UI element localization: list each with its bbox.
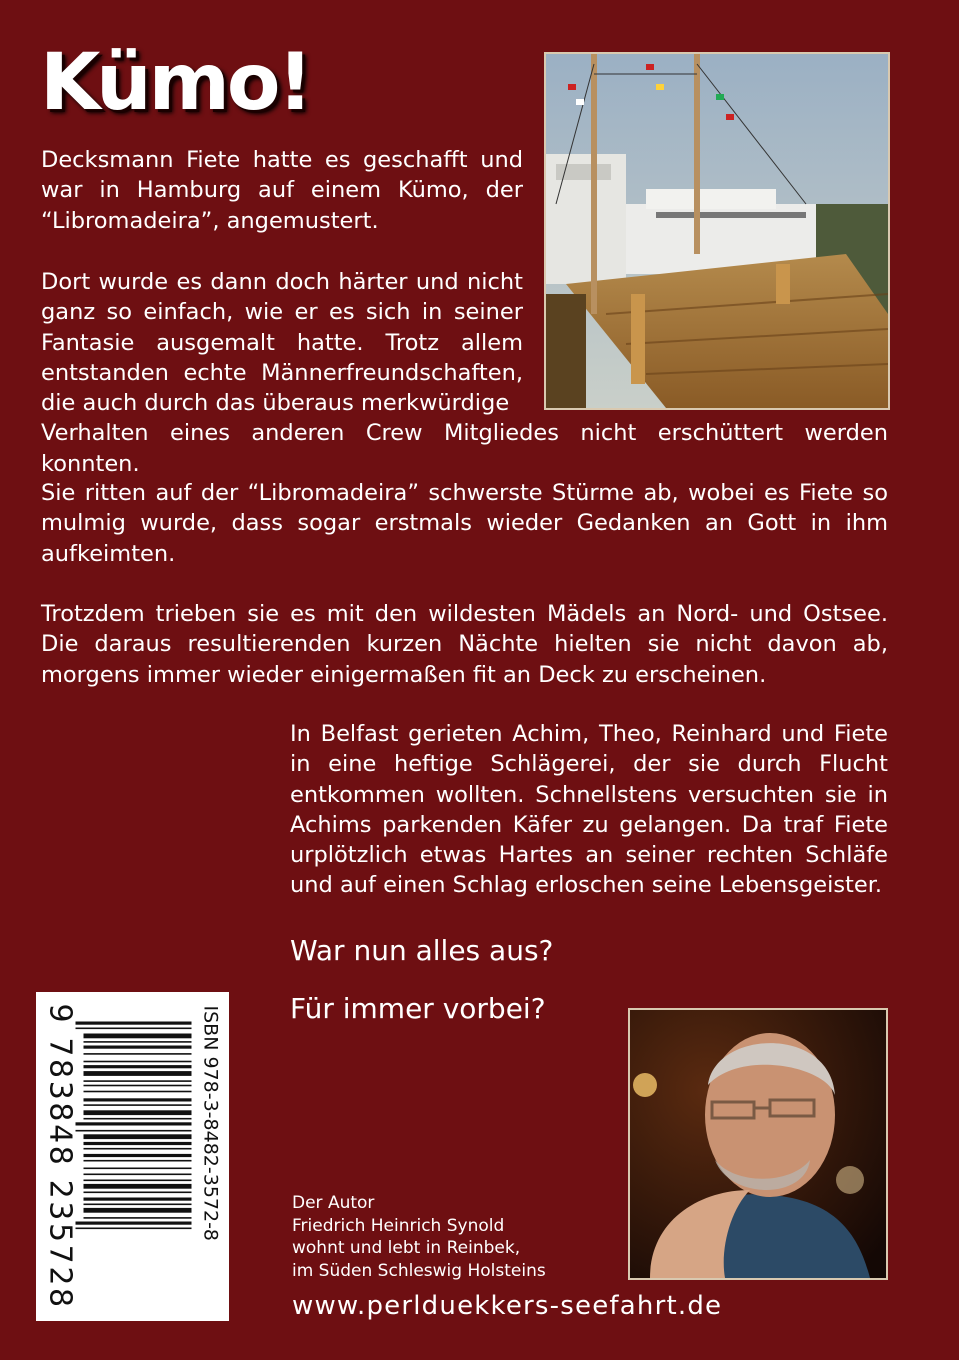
blurb-paragraph-1: Decksmann Fiete hatte es geschafft und war in Hamburg auf einem Kümo, der “Libromadeira”, angemustert. [41, 147, 523, 234]
barcode-bar [75, 1221, 191, 1224]
barcode-bar [83, 1134, 191, 1139]
barcode-bar [83, 1179, 191, 1181]
barcode-bar [83, 1191, 191, 1193]
website-link[interactable]: www.perlduekkers-seefahrt.de [292, 1291, 723, 1321]
barcode-digits: 9 783848 235728 [42, 1003, 77, 1310]
author-label: Der Autor [292, 1193, 375, 1213]
barcode-bar [83, 1153, 191, 1156]
barcode-bar [83, 1167, 191, 1169]
barcode-bar [83, 1117, 191, 1119]
isbn-number: ISBN 978-3-8482-3572-8 [199, 1005, 221, 1241]
question-1: War nun alles aus? [290, 934, 554, 967]
ship-photo [544, 52, 890, 410]
barcode-bar [75, 1122, 191, 1125]
barcode-bar [83, 1217, 191, 1219]
blurb-paragraph-3: Sie ritten auf der “Libromadeira” schwerste Stürme ab, wobei es Fiete so mulmig wurde, dass sogar erstmals wieder Gedanken an Gott in ihm aufkeimten. [41, 480, 888, 567]
barcode-bar [83, 1041, 191, 1043]
barcode-bar [83, 1065, 191, 1068]
barcode-bar [83, 1141, 191, 1144]
barcode-bar [75, 1027, 191, 1029]
barcode-bars [75, 999, 225, 1314]
author-residence: wohnt und lebt in Reinbek, [292, 1238, 521, 1259]
barcode-bar [83, 1104, 191, 1106]
book-title: Kümo! [40, 38, 311, 128]
author-name: Friedrich Heinrich Synold [292, 1215, 505, 1236]
isbn-barcode [36, 992, 229, 1321]
barcode-bar [83, 1084, 191, 1086]
blurb-paragraph-5: In Belfast gerieten Achim, Theo, Reinhard und Fiete in eine heftige Schlägerei, der sie durch Flucht entkommen wollten. Schnellstens versuchten sie in Achims parkenden Käfer zu gelangen. Da traf Fiete urplötzlich etwas Hartes an seiner rechten Schläfe und auf einen Schlag erloschen seine Lebensgeister. [290, 721, 888, 899]
barcode-bar [83, 1098, 191, 1101]
barcode-bar [83, 1060, 191, 1062]
barcode-bar [83, 1033, 191, 1038]
blurb-paragraph-2-part-2: Verhalten eines anderen Crew Mitgliedes nicht erschüttert werden konnten. [41, 420, 888, 477]
barcode-bar [83, 1053, 191, 1055]
barcode-bar [83, 1080, 191, 1082]
author-info [292, 1192, 546, 1283]
barcode-bar [75, 1227, 191, 1229]
barcode-bar [83, 1183, 191, 1188]
barcode-bar [83, 1203, 191, 1205]
barcode-bar [83, 1071, 191, 1076]
barcode-bar [75, 1129, 191, 1131]
blurb-paragraph-4: Trotzdem trieben sie es mit den wildesten Mädels an Nord- und Ostsee. Die daraus resultierenden kurzen Nächte hielten sie nicht davon ab, morgens immer wieder einigermaßen fit an Deck zu erscheinen. [41, 601, 888, 688]
blurb-paragraph-2-part-1: Dort wurde es dann doch härter und nicht ganz so einfach, wie er es sich in seiner Fantasie ausgemalt hatte. Trotz allem entstanden echte Männerfreundschaften, die auch durch das überaus merkwürdige [41, 269, 523, 417]
author-region: im Süden Schleswig Holsteins [292, 1261, 546, 1282]
barcode-bar [83, 1147, 191, 1149]
author-photo [628, 1008, 888, 1280]
barcode-bar [83, 1045, 191, 1048]
barcode-bar [83, 1159, 191, 1161]
barcode-bar [83, 1197, 191, 1200]
barcode-bar [83, 1207, 191, 1212]
barcode-bar [75, 1021, 191, 1024]
barcode-bar [83, 1110, 191, 1115]
barcode-bar [83, 1173, 191, 1175]
barcode-bar [83, 1090, 191, 1092]
question-2: Für immer vorbei? [290, 992, 546, 1025]
